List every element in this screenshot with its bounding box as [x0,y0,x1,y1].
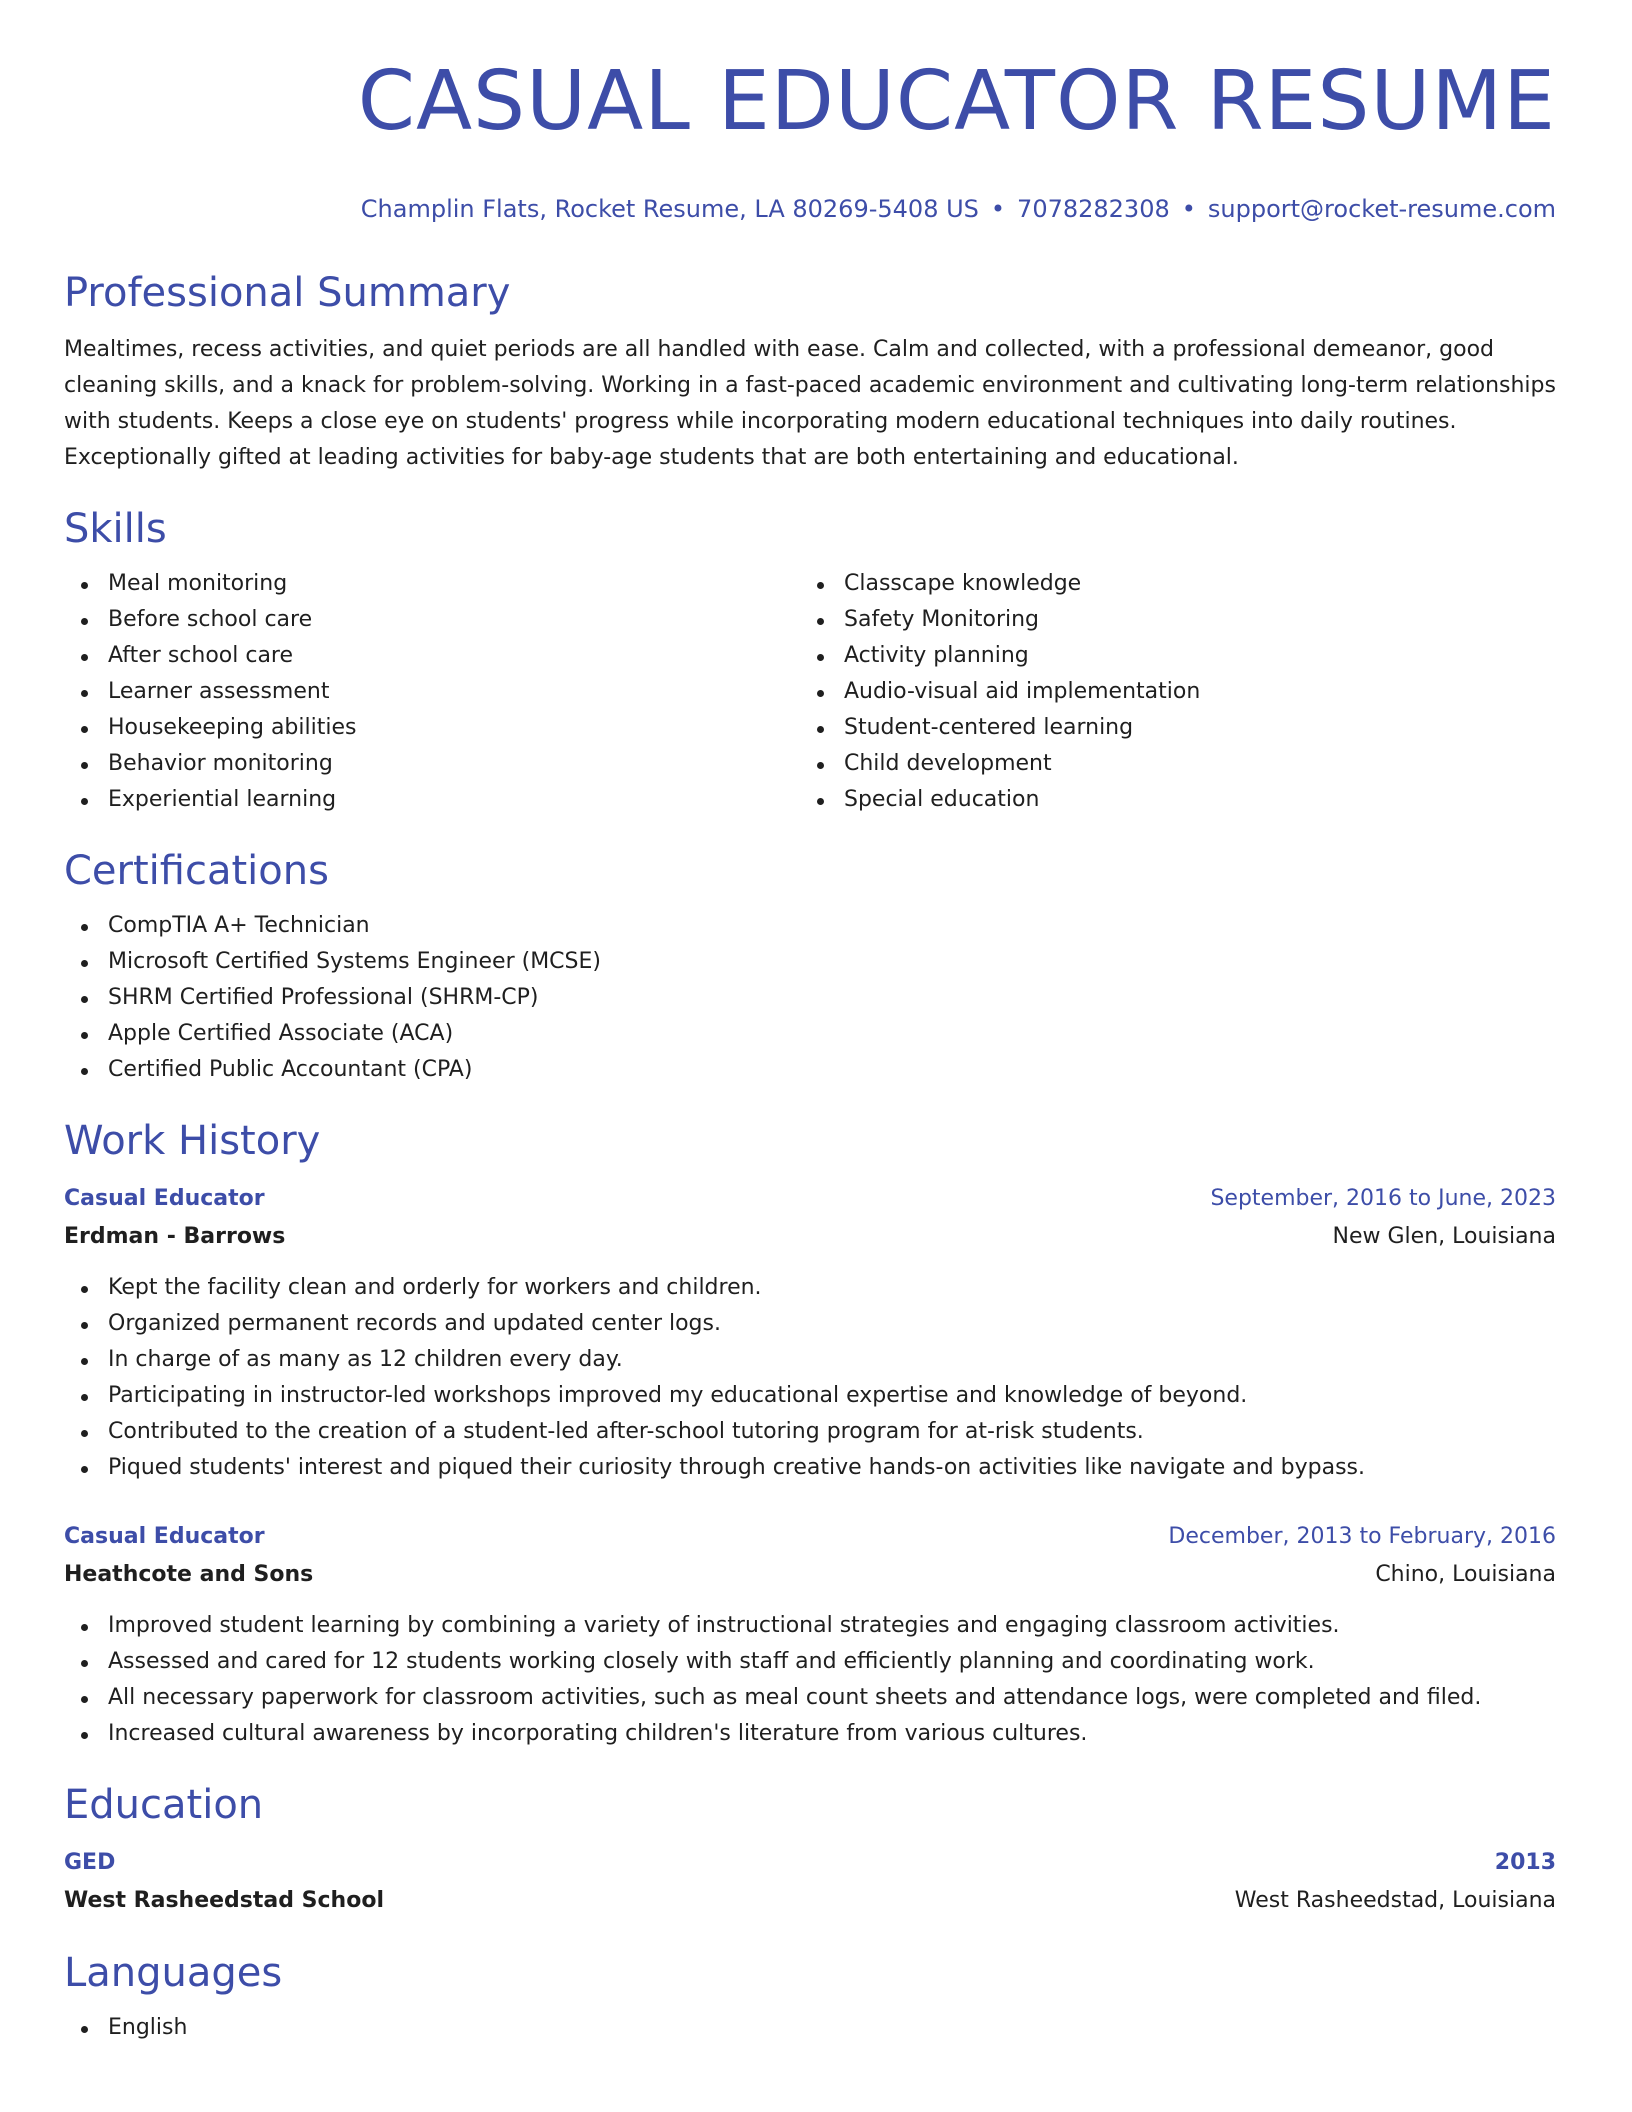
job-dates: December, 2013 to February, 2016 [1168,1524,1556,1549]
education-subheader [64,1882,1556,1920]
job-subheader [64,1556,1556,1594]
section-title-summary: Professional Summary [64,270,511,316]
skill-item: After school care [64,638,800,674]
contact-line [64,194,1556,224]
job-bullet: Improved student learning by combining a variety of instructional strategies and engaging classroom activities. [64,1608,1556,1644]
skill-item: Activity planning [800,638,1536,674]
education-year: 2013 [1494,1850,1556,1875]
job-company: Heathcote and Sons [64,1562,314,1587]
certifications-list [64,908,1556,1088]
job-bullet: Piqued students' interest and piqued their curiosity through creative hands-on activities like navigate and bypass. [64,1450,1556,1486]
skill-item: Safety Monitoring [800,602,1536,638]
section-title-languages: Languages [64,1950,283,1996]
certification-item: Microsoft Certified Systems Engineer (MCSE) [64,944,1556,980]
skill-item: Audio-visual aid implementation [800,674,1536,710]
education-entry [64,1844,1556,1920]
language-item: English [64,2010,1556,2046]
certification-item: CompTIA A+ Technician [64,908,1556,944]
job-dates: September, 2016 to June, 2023 [1210,1186,1556,1211]
job-entry [64,1518,1556,1752]
job-role: Casual Educator [64,1524,265,1549]
section-title-education: Education [64,1782,264,1828]
education-location: West Rasheedstad, Louisiana [1234,1888,1556,1913]
section-title-work-history: Work History [64,1118,321,1164]
skill-item: Special education [800,782,1536,818]
job-location: Chino, Louisiana [1375,1562,1556,1587]
section-title-certifications: Certifications [64,848,329,894]
skill-item: Classcape knowledge [800,566,1536,602]
job-company: Erdman - Barrows [64,1224,286,1249]
skill-item: Learner assessment [64,674,800,710]
resume-page [64,0,1556,2046]
section-title-skills: Skills [64,506,167,552]
job-location: New Glen, Louisiana [1332,1224,1556,1249]
job-bullet: Organized permanent records and updated center logs. [64,1306,1556,1342]
job-bullet: Contributed to the creation of a student-led after-school tutoring program for at-risk students. [64,1414,1556,1450]
skill-item: Before school care [64,602,800,638]
job-bullets [64,1270,1556,1486]
skill-item: Student-centered learning [800,710,1536,746]
job-bullet: Kept the facility clean and orderly for workers and children. [64,1270,1556,1306]
contact-separator: • [990,195,1006,223]
job-bullet: Increased cultural awareness by incorporating children's literature from various cultures. [64,1716,1556,1752]
education-header [64,1844,1556,1882]
job-header [64,1180,1556,1218]
job-entry [64,1180,1556,1486]
job-role: Casual Educator [64,1186,265,1211]
resume-title: CASUAL EDUCATOR RESUME [357,54,1556,149]
skill-item: Behavior monitoring [64,746,800,782]
contact-email: support@rocket-resume.com [1207,195,1556,223]
skill-item: Experiential learning [64,782,800,818]
skills-list-left [64,566,800,818]
job-bullet: Assessed and cared for 12 students working closely with staff and efficiently planning and coordinating work. [64,1644,1556,1680]
skills-list-right [800,566,1536,818]
job-subheader [64,1218,1556,1256]
certification-item: SHRM Certified Professional (SHRM-CP) [64,980,1556,1016]
education-school: West Rasheedstad School [64,1888,384,1913]
certification-item: Apple Certified Associate (ACA) [64,1016,1556,1052]
job-bullet: All necessary paperwork for classroom activities, such as meal count sheets and attendance logs, were completed and filed. [64,1680,1556,1716]
skill-item: Meal monitoring [64,566,800,602]
job-bullet: Participating in instructor-led workshops improved my educational expertise and knowledge of beyond. [64,1378,1556,1414]
certification-item: Certified Public Accountant (CPA) [64,1052,1556,1088]
job-header [64,1518,1556,1556]
languages-list [64,2010,1556,2046]
contact-address: Champlin Flats, Rocket Resume, LA 80269-5408 US [360,195,979,223]
education-degree: GED [64,1850,116,1875]
skill-item: Housekeeping abilities [64,710,800,746]
contact-phone: 7078282308 [1017,195,1170,223]
skills-columns [64,566,1556,818]
job-bullets [64,1608,1556,1752]
contact-separator: • [1181,195,1196,223]
summary-text: Mealtimes, recess activities, and quiet periods are all handled with ease. Calm and collected, with a professional demeanor, good cleaning skills, and a knack for problem-solving. Working in a fast-paced academic environment and cultivating long-term relationships with students. Keeps a close eye on students' progress while incorporating modern educational techniques into daily routines. Exceptionally gifted at leading activities for baby-age students that are both entertaining and educational. [64,337,1556,470]
job-bullet: In charge of as many as 12 children every day. [64,1342,1556,1378]
skill-item: Child development [800,746,1536,782]
